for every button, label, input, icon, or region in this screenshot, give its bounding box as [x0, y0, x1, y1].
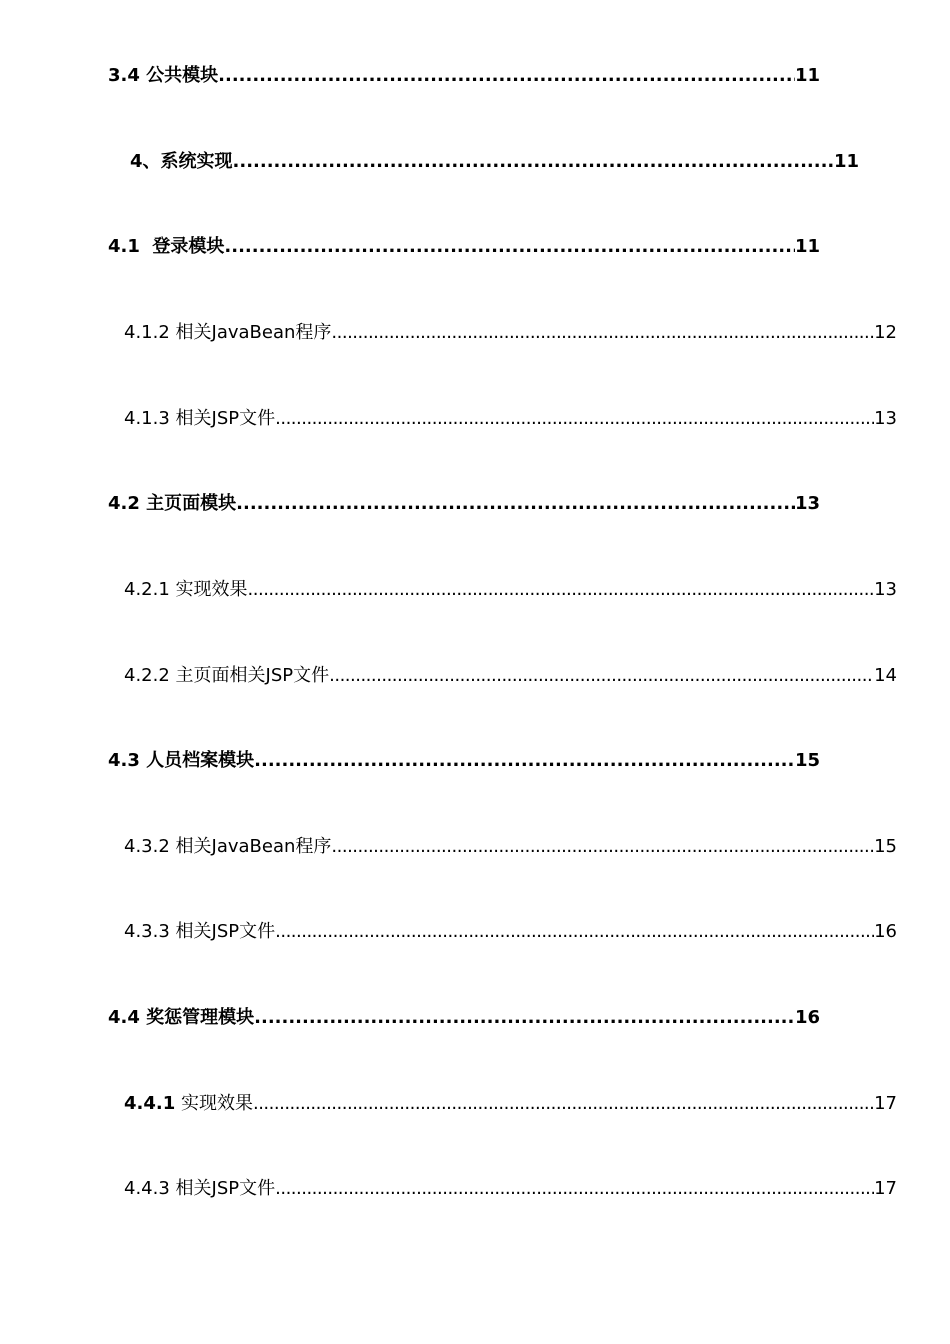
- toc-entry-4-2[interactable]: [108, 491, 820, 517]
- toc-entry-4-4[interactable]: [108, 1005, 820, 1031]
- toc-page-number: 16: [874, 921, 897, 942]
- toc-dot-leader: [224, 234, 795, 260]
- toc-page-number: 15: [874, 836, 897, 857]
- toc-dot-leader: [275, 406, 874, 432]
- toc-page-number: 11: [794, 65, 820, 86]
- toc-entry-4[interactable]: [130, 149, 859, 175]
- toc-entry-title: 4.1.3 相关JSP文件: [124, 408, 276, 429]
- toc-dot-leader: [248, 577, 875, 603]
- toc-dot-leader: [254, 748, 795, 774]
- toc-page-number: 17: [874, 1093, 897, 1114]
- toc-entry-title: 4.1 登录模块: [108, 236, 225, 257]
- toc-page-number: 13: [794, 493, 820, 514]
- toc-entry-title: 4.1.2 相关JavaBean程序: [124, 322, 332, 343]
- toc-entry-title: 4.3 人员档案模块: [108, 750, 255, 771]
- toc-entry-4-2-1[interactable]: [124, 577, 897, 603]
- toc-entry-4-4-1[interactable]: [124, 1091, 897, 1117]
- toc-dot-leader: [331, 834, 874, 860]
- toc-entry-4-3-2[interactable]: [124, 834, 897, 860]
- toc-entry-title: [124, 1091, 253, 1117]
- toc-page-number: 13: [874, 579, 897, 600]
- toc-entry-number: 4.4.1: [124, 1093, 176, 1114]
- toc-page-number: 16: [794, 1007, 820, 1028]
- toc-entry-3-4[interactable]: [108, 63, 820, 89]
- toc-entry-title: 4.2.1 实现效果: [124, 579, 248, 600]
- toc-entry-title: 4.4.3 相关JSP文件: [124, 1178, 276, 1199]
- toc-dot-leader: [329, 663, 874, 689]
- toc-entry-4-1-3[interactable]: [124, 406, 897, 432]
- toc-entry-title: 3.4 公共模块: [108, 65, 219, 86]
- toc-page-number: 11: [794, 236, 820, 257]
- toc-page-number: 11: [833, 151, 859, 172]
- toc-dot-leader: [236, 491, 795, 517]
- toc-dot-leader: [253, 1091, 874, 1117]
- toc-dot-leader: [275, 919, 874, 945]
- toc-dot-leader: [218, 63, 795, 89]
- toc-entry-4-3[interactable]: [108, 748, 820, 774]
- toc-entry-title: 4.3.3 相关JSP文件: [124, 921, 276, 942]
- toc-entry-4-4-3[interactable]: [124, 1176, 897, 1202]
- toc-entry-title: 4、系统实现: [130, 151, 233, 172]
- toc-page-number: 17: [874, 1178, 897, 1199]
- toc-entry-4-1-2[interactable]: [124, 320, 897, 346]
- toc-dot-leader: [254, 1005, 795, 1031]
- toc-entry-label: 实现效果: [175, 1093, 253, 1114]
- toc-entry-4-2-2[interactable]: [124, 663, 897, 689]
- toc-entry-4-3-3[interactable]: [124, 919, 897, 945]
- toc-entry-title: 4.3.2 相关JavaBean程序: [124, 836, 332, 857]
- toc-entry-title: 4.2 主页面模块: [108, 493, 237, 514]
- toc-page-number: 15: [794, 750, 820, 771]
- toc-dot-leader: [233, 149, 834, 175]
- toc-entry-title: 4.2.2 主页面相关JSP文件: [124, 665, 330, 686]
- toc-entry-title: 4.4 奖惩管理模块: [108, 1007, 255, 1028]
- toc-entry-4-1[interactable]: [108, 234, 820, 260]
- toc-page-number: 12: [874, 322, 897, 343]
- toc-page-number: 13: [874, 408, 897, 429]
- toc-dot-leader: [331, 320, 874, 346]
- toc-dot-leader: [275, 1176, 874, 1202]
- toc-page-number: 14: [874, 665, 897, 686]
